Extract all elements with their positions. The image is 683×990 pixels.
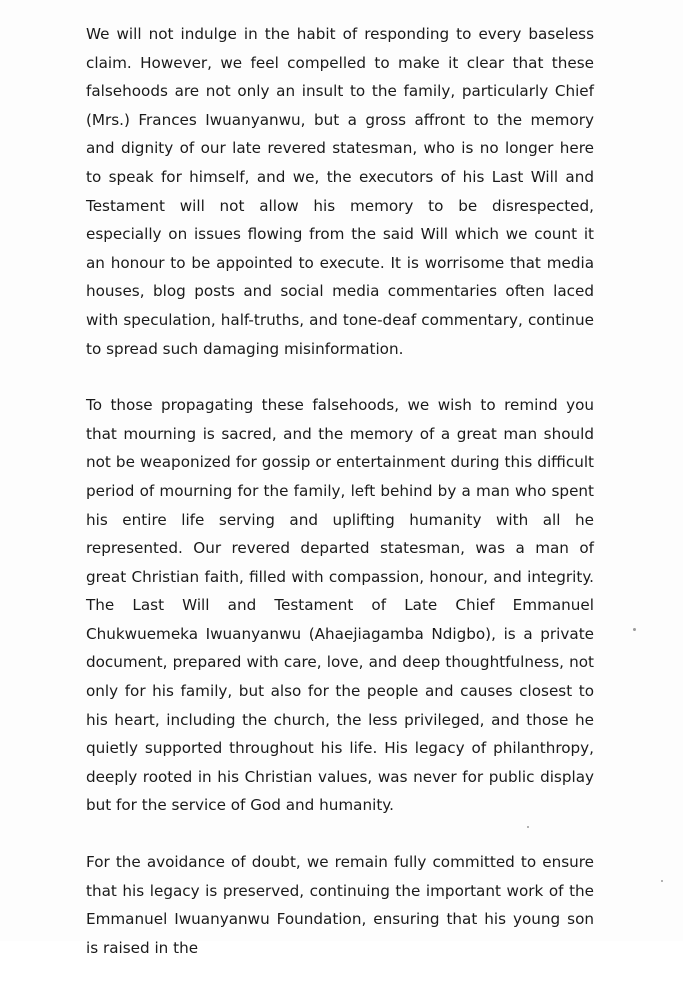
paragraph-1: We will not indulge in the habit of responding to every baseless claim. However, we feel compelled to make it clear that these falsehoods are not only an insult to the family, particularly Chief (Mrs.) Frances Iwuanyanwu, but a gross affront to the memory and dignity of our late revered statesman, who is no longer here to speak for himself, and we, the executors of his Last Will and Testament will not allow his memory to be disrespected, especially on issues flowing from the said Will which we count it an honour to be appointed to execute. It is worrisome that media houses, blog posts and social media commentaries often laced with speculation, half-truths, and tone-deaf commentary, continue to spread such damaging misinformation. [86, 25, 594, 358]
paragraph-2: To those propagating these falsehoods, we wish to remind you that mourning is sacred, and the memory of a great man should not be weaponized for gossip or entertainment during this difficult period of mourning for the family, left behind by a man who spent his entire life serving and uplifting humanity with all he represented. Our revered departed statesman, was a man of great Christian faith, filled with compassion, honour, and integrity. The Last Will and Testament of Late Chief Emmanuel Chukwuemeka Iwuanyanwu (Ahaejiagamba Ndigbo), is a private document, prepared with care, love, and deep thoughtfulness, not only for his family, but also for the people and causes closest to his heart, including the church, the less privileged, and those he quietly supported throughout his life. His legacy of philanthropy, deeply rooted in his Christian values, was never for public display but for the service of God and humanity. [86, 396, 594, 815]
scan-speck [633, 628, 636, 631]
document-body [86, 20, 594, 990]
scan-speck [661, 880, 663, 882]
paragraph-3: For the avoidance of doubt, we remain fully committed to ensure that his legacy is preserved, continuing the important work of the Emmanuel Iwuanyanwu Foundation, ensuring that his young son is raised in the [86, 853, 594, 957]
scan-speck [527, 826, 529, 828]
